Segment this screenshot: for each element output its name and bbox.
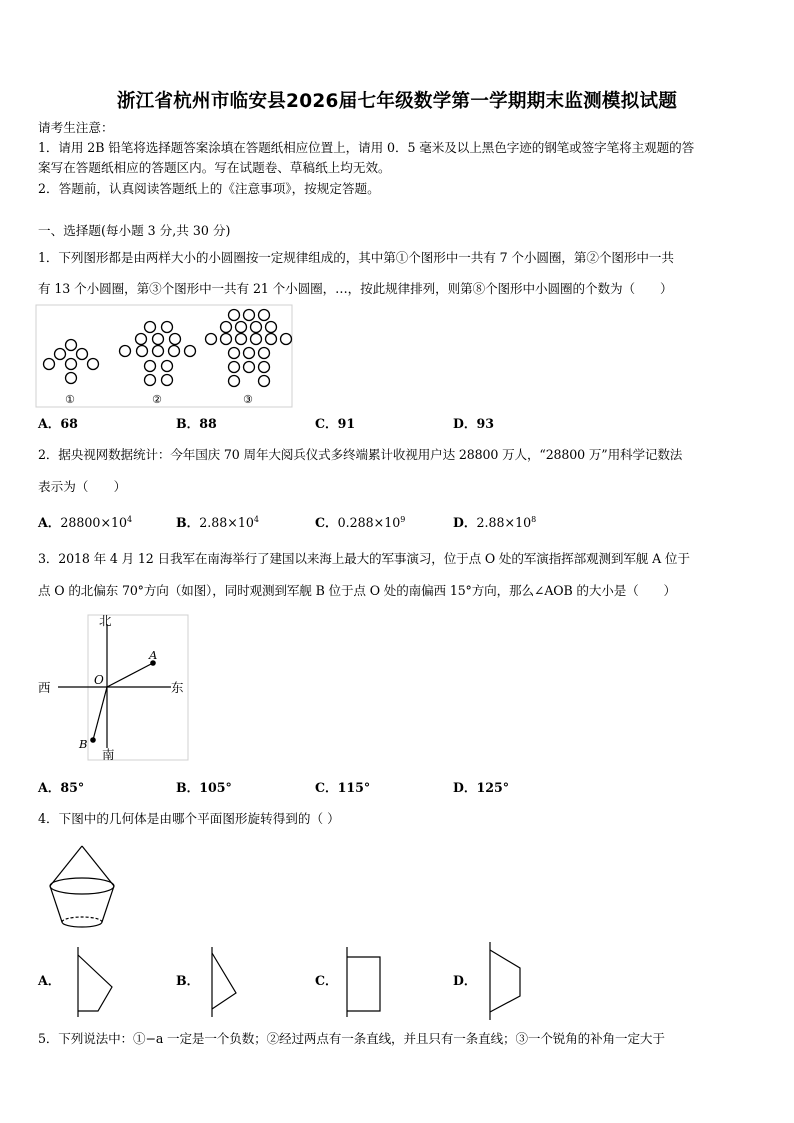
- pattern-2: [120, 322, 196, 386]
- label-west: 西: [38, 680, 51, 695]
- label-b: B: [79, 737, 88, 751]
- notice-item-1-line-2: 案写在答题纸相应的答题区内。写在试题卷、草稿纸上均无效。: [38, 160, 391, 175]
- q3-option-b: B．105°: [176, 780, 232, 795]
- q1-option-d: D．93: [453, 416, 495, 431]
- q4-option-d-shape: [484, 940, 529, 1022]
- q4-option-d-label: D．: [453, 973, 477, 988]
- q4-option-a-shape: [74, 945, 119, 1020]
- label-o: O: [94, 673, 104, 687]
- pattern-label-2: ②: [152, 393, 162, 406]
- pattern-3: [206, 310, 292, 387]
- q4-option-c-label: C．: [315, 973, 338, 988]
- notice-item-2: 2．答题前，认真阅读答题纸上的《注意事项》，按规定答题。: [38, 181, 380, 196]
- question-1-line-1: 1．下列图形都是由两样大小的小圆圈按一定规律组成的，其中第①个图形中一共有 7 个小圆圈，第②个图形中一共: [38, 250, 674, 265]
- question-2-line-1: 2．据央视网数据统计：今年国庆 70 周年大阅兵仪式多终端累计收视用户达 28800 万人，“28800 万”用科学记数法: [38, 447, 683, 462]
- q2-option-b: B．$2.88\times 10^4$: [176, 515, 259, 531]
- question-4-line-1: 4．下图中的几何体是由哪个平面图形旋转得到的（ ）: [38, 811, 340, 826]
- label-a: A: [149, 648, 158, 662]
- direction-diagram: [36, 612, 191, 764]
- question-1-line-2: 有 13 个小圆圈，第③个图形中一共有 21 个小圆圈，…，按此规律排列，则第⑧个图形中小圆圈的个数为（ ）: [38, 281, 673, 296]
- q1-option-c: C．91: [315, 416, 356, 431]
- pattern-1: [44, 340, 99, 384]
- pattern-label-3: ③: [243, 393, 253, 406]
- q4-option-b-label: B．: [176, 973, 200, 988]
- q1-option-b: B．88: [176, 416, 217, 431]
- q4-option-b-shape: [206, 945, 246, 1020]
- q4-option-a-label: A．: [38, 973, 61, 988]
- q2-option-c: C．$0.288\times 10^9$: [315, 515, 406, 531]
- label-north: 北: [99, 613, 112, 628]
- page-title: 浙江省杭州市临安县2026届七年级数学第一学期期末监测模拟试题: [116, 91, 678, 112]
- q1-option-a: A．68: [38, 416, 78, 431]
- point-b: [90, 737, 96, 743]
- question-3-line-2: 点 O 的北偏东 70°方向（如图），同时观测到军舰 B 位于点 O 处的南偏西 15°方向，那么∠AOB 的大小是（ ）: [38, 583, 676, 598]
- q3-option-c: C．115°: [315, 780, 371, 795]
- label-east: 东: [171, 680, 184, 695]
- notice-heading: 请考生注意：: [38, 120, 114, 135]
- q3-option-d: D．125°: [453, 780, 510, 795]
- pattern-label-1: ①: [65, 393, 75, 406]
- q4-option-c-shape: [342, 945, 387, 1020]
- question-3-line-1: 3．2018 年 4 月 12 日我军在南海举行了建国以来海上最大的军事演习，位于点 O 处的军演指挥部观测到军舰 A 位于: [38, 551, 690, 566]
- notice-item-1-line-1: 1．请用 2B 铅笔将选择题答案涂填在答题纸相应位置上，请用 0．5 毫米及以上黑色字迹的钢笔或签字笔将主观题的答: [38, 140, 695, 155]
- label-south: 南: [102, 747, 115, 762]
- q2-option-a: A．$28800\times 10^4$: [38, 515, 133, 531]
- solid-figure: [44, 842, 124, 934]
- q3-option-a: A．85°: [38, 780, 85, 795]
- circle-pattern-figure: [36, 305, 296, 410]
- section-heading-choice: 一、选择题(每小题 3 分,共 30 分): [38, 223, 231, 238]
- question-5-line-1: 5．下列说法中：①−a 一定是一个负数；②经过两点有一条直线，并且只有一条直线；③一个锐角的补角一定大于: [38, 1031, 665, 1046]
- q2-option-d: D．$2.88\times 10^8$: [453, 515, 537, 531]
- question-2-line-2: 表示为（ ）: [38, 479, 127, 494]
